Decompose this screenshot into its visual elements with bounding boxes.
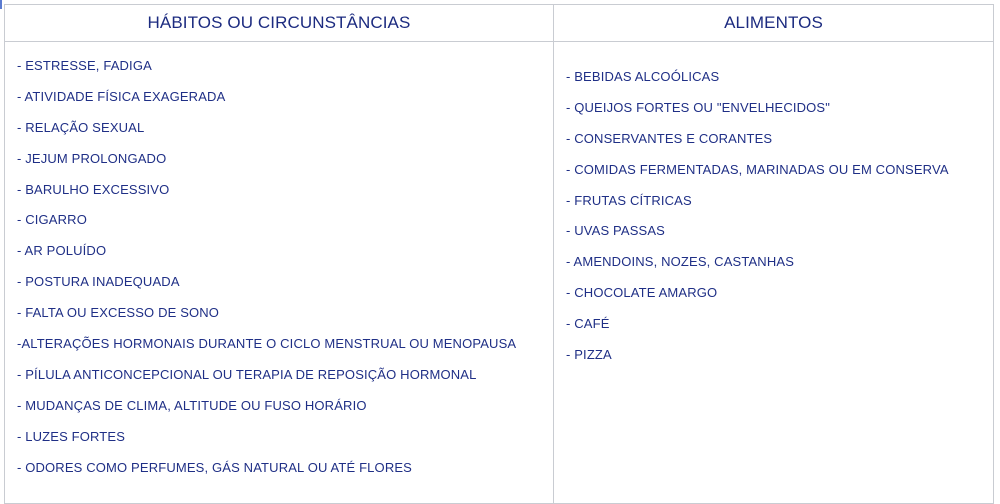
list-item: - FALTA OU EXCESSO DE SONO (17, 305, 220, 321)
list-item: - JEJUM PROLONGADO (17, 150, 167, 166)
list-item: - ATIVIDADE FÍSICA EXAGERADA (17, 88, 226, 104)
triggers-table (4, 4, 994, 504)
list-item: - AMENDOINS, NOZES, CASTANHAS (566, 254, 795, 270)
list-item: - ESTRESSE, FADIGA (17, 58, 152, 73)
habits-column (5, 5, 554, 503)
habits-list (17, 58, 545, 490)
list-item: - PÍLULA ANTICONCEPCIONAL OU TERAPIA DE REPOSIÇÃO HORMONAL (17, 366, 477, 382)
foods-column (554, 5, 993, 503)
list-item: - CHOCOLATE AMARGO (566, 285, 718, 301)
list-item: - COMIDAS FERMENTADAS, MARINADAS OU EM CONSERVA (566, 161, 949, 177)
list-item: - CIGARRO (17, 212, 87, 228)
edge-marker (0, 0, 2, 9)
list-item: - AR POLUÍDO (17, 243, 107, 259)
list-item: - BEBIDAS ALCOÓLICAS (566, 69, 720, 84)
list-item: - PIZZA (566, 347, 612, 363)
list-item: - ODORES COMO PERFUMES, GÁS NATURAL OU ATÉ FLORES (17, 459, 412, 475)
list-item: -ALTERAÇÕES HORMONAIS DURANTE O CICLO MENSTRUAL OU MENOPAUSA (17, 336, 517, 352)
list-item: - RELAÇÃO SEXUAL (17, 119, 145, 135)
list-item: - BARULHO EXCESSIVO (17, 181, 170, 197)
list-item: - QUEIJOS FORTES OU "ENVELHECIDOS" (566, 99, 831, 115)
list-item: - LUZES FORTES (17, 428, 126, 444)
list-item: - UVAS PASSAS (566, 223, 665, 239)
foods-list (566, 69, 985, 378)
list-item: - POSTURA INADEQUADA (17, 274, 180, 290)
list-item: - FRUTAS CÍTRICAS (566, 192, 692, 208)
list-item: - MUDANÇAS DE CLIMA, ALTITUDE OU FUSO HORÁRIO (17, 397, 367, 413)
habits-header: HÁBITOS OU CIRCUNSTÂNCIAS (5, 5, 553, 42)
list-item: - CAFÉ (566, 316, 610, 332)
list-item: - CONSERVANTES E CORANTES (566, 130, 773, 146)
foods-header: ALIMENTOS (554, 5, 993, 42)
